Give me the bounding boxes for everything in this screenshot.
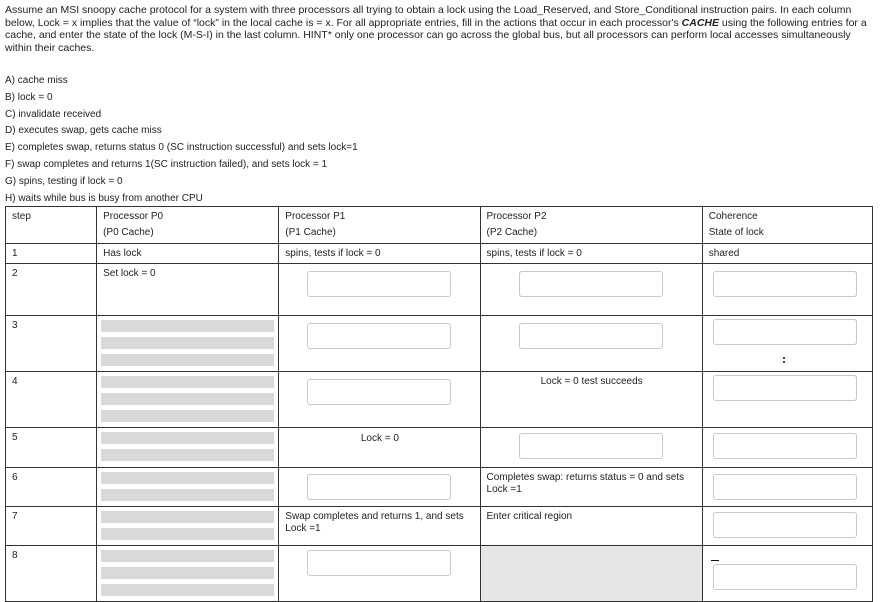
p2-cell-text: Enter critical region <box>486 511 573 522</box>
option-d: D) executes swap, gets cache miss <box>5 125 162 137</box>
p1-cell-text: Swap completes and returns 1, and sets Lock =1 <box>285 511 464 534</box>
p0-cell-text: Set lock = 0 <box>103 268 156 279</box>
table-row <box>6 372 873 428</box>
coherence-answer-box[interactable] <box>713 271 857 297</box>
step-number: 5 <box>12 432 18 443</box>
option-a: A) cache miss <box>5 75 68 86</box>
step-number: 4 <box>12 376 18 387</box>
p2-cell-text: Completes swap: returns status = 0 and sets Lock =1 <box>486 472 685 495</box>
stray-mark <box>783 357 785 359</box>
p2-answer-box[interactable] <box>519 271 663 297</box>
table-row <box>6 468 873 507</box>
coherence-cell-text: shared <box>708 248 740 259</box>
table-row <box>6 546 873 602</box>
coherence-answer-box[interactable] <box>713 564 857 590</box>
step-number: 6 <box>12 472 18 483</box>
text-cursor <box>711 560 719 561</box>
p1-cell-text: spins, tests if lock = 0 <box>285 248 381 259</box>
p0-answer-dropdown[interactable] <box>97 468 278 501</box>
p1-answer-box[interactable] <box>307 474 451 500</box>
p0-cell-text: Has lock <box>103 248 142 259</box>
header-p0: Processor P0 (P0 Cache) <box>97 207 279 244</box>
option-list <box>5 73 358 207</box>
header-p2: Processor P2 (P2 Cache) <box>480 207 702 244</box>
header-step: step <box>6 207 97 244</box>
option-c: C) invalidate received <box>5 108 102 120</box>
step-number: 7 <box>12 511 18 522</box>
coherence-answer-box[interactable] <box>713 375 857 401</box>
p1-answer-box[interactable] <box>307 323 451 349</box>
table-row <box>6 316 873 372</box>
option-f: F) swap completes and returns 1(SC instruction failed), and sets lock = 1 <box>5 158 328 170</box>
p1-answer-box[interactable] <box>307 379 451 405</box>
step-number: 3 <box>12 320 18 331</box>
coherence-answer-box[interactable] <box>713 319 857 345</box>
option-b: B) lock = 0 <box>5 91 53 103</box>
stray-mark <box>783 361 785 363</box>
p2-cell-text: spins, tests if lock = 0 <box>486 248 582 259</box>
table-row <box>6 507 873 546</box>
header-row <box>6 207 873 244</box>
table-row <box>6 244 873 264</box>
p1-cell-text: Lock = 0 <box>360 433 399 444</box>
header-coherence: Coherence State of lock <box>702 207 872 244</box>
p0-answer-dropdown[interactable] <box>97 507 278 540</box>
coherence-answer-box[interactable] <box>713 433 857 459</box>
p1-answer-box[interactable] <box>307 271 451 297</box>
answer-table <box>5 206 873 602</box>
p2-answer-box[interactable] <box>519 323 663 349</box>
p0-answer-dropdown[interactable] <box>97 428 278 461</box>
coherence-answer-box[interactable] <box>713 474 857 500</box>
p0-answer-dropdown[interactable] <box>97 372 278 422</box>
option-h: H) waits while bus is busy from another CPU <box>5 192 203 204</box>
step-number: 2 <box>12 268 18 279</box>
coherence-answer-box[interactable] <box>713 512 857 538</box>
p1-answer-box[interactable] <box>307 550 451 576</box>
p2-answer-box[interactable] <box>519 433 663 459</box>
p2-disabled-cell <box>480 546 702 602</box>
p0-answer-dropdown[interactable] <box>97 546 278 596</box>
p2-cell-text: Lock = 0 test succeeds <box>540 376 643 387</box>
option-e: E) completes swap, returns status 0 (SC instruction successful) and sets lock=1 <box>5 142 358 154</box>
question-text-part2: using the following entries for a cache, and enter the state of the lock (M-S-I) in the last column. HINT* only one processor can go across the global bus, but all processors can perform local accesses simultaneously within their caches. <box>5 16 867 54</box>
cache-emphasis: CACHE <box>681 16 720 29</box>
table-row <box>6 264 873 316</box>
question-text-part1: Assume an MSI snoopy cache protocol for a system with three processors all trying to obtain a lock using the Load_Reserved, and Store_Conditional instruction pairs. In each column below, Lock = x implies that the value of “lock” in the local cache is = x. For all appropriate entries, fill in the actions that occur in each processor's <box>5 4 852 29</box>
step-number: 1 <box>12 248 18 259</box>
question-text <box>5 4 877 54</box>
table-row <box>6 428 873 468</box>
p0-answer-dropdown[interactable] <box>97 316 278 366</box>
header-p1: Processor P1 (P1 Cache) <box>279 207 480 244</box>
option-g: G) spins, testing if lock = 0 <box>5 175 123 187</box>
step-number: 8 <box>12 550 18 561</box>
